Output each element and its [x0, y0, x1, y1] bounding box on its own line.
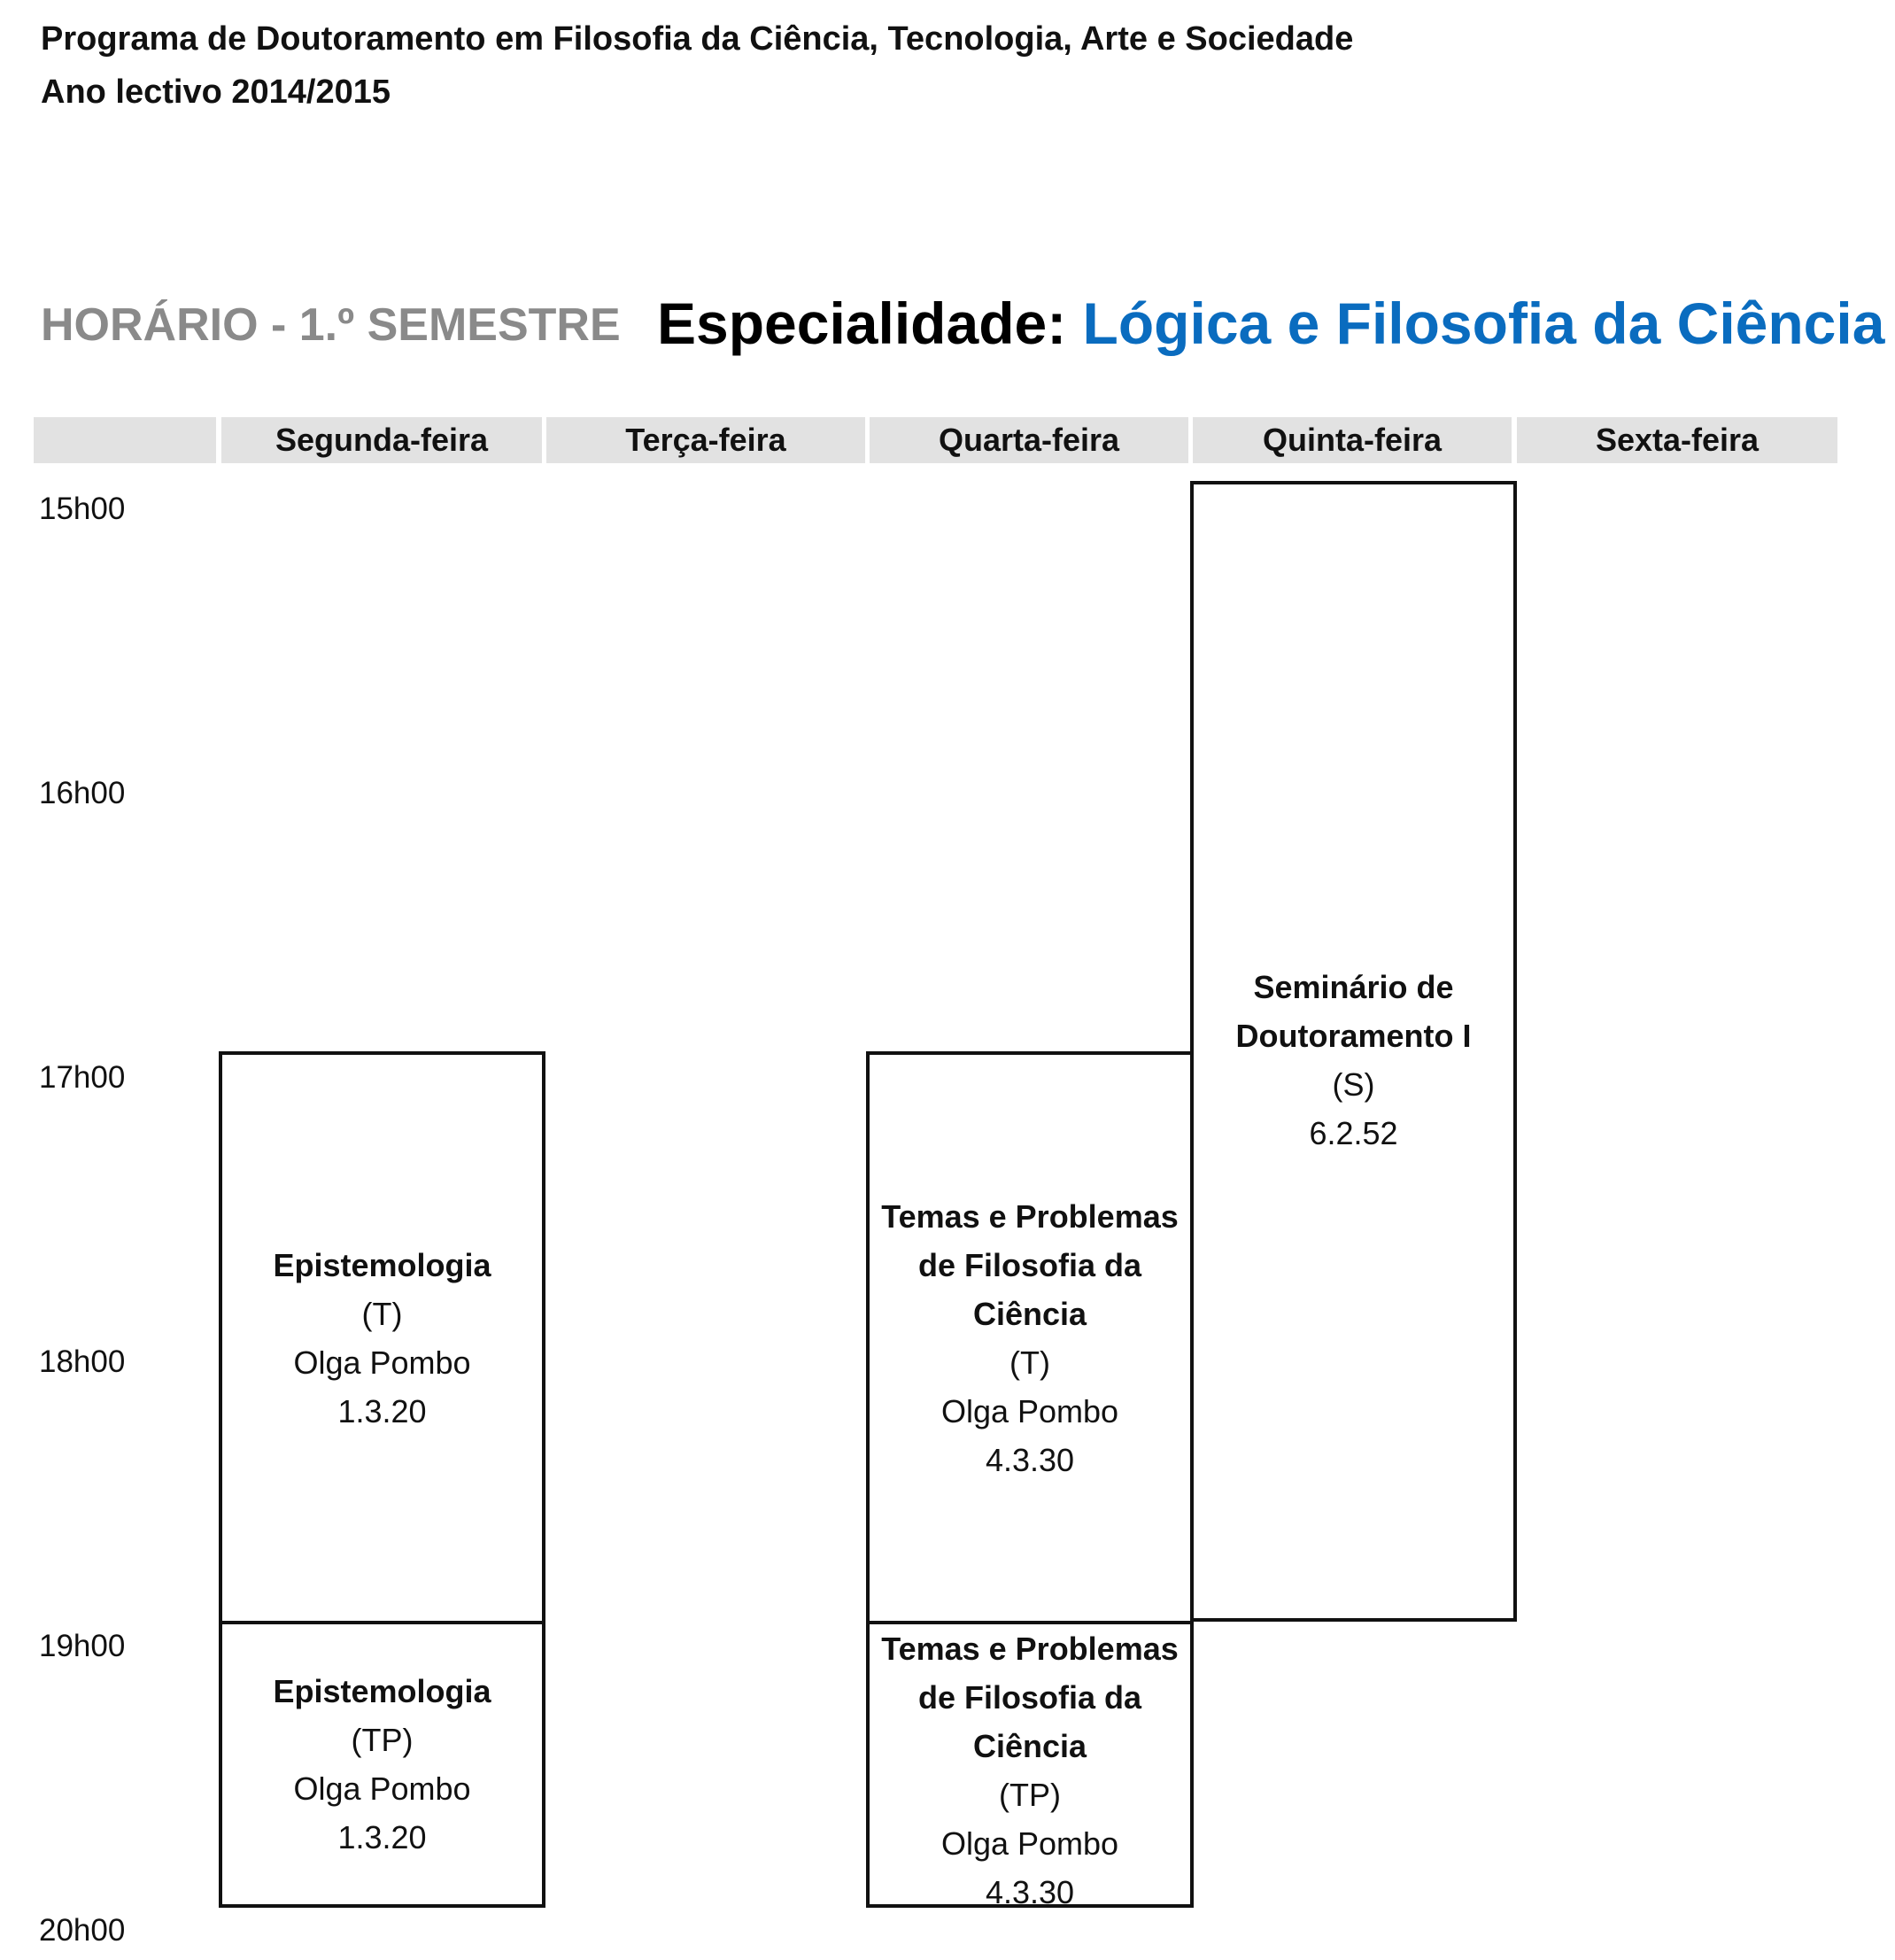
day-header-thursday: Quinta-feira [1193, 417, 1512, 463]
document-header [41, 12, 1353, 119]
class-room: 4.3.30 [985, 1874, 1075, 1910]
specialty-heading [657, 285, 1884, 361]
day-header-tuesday: Terça-feira [546, 417, 865, 463]
time-label-16: 16h00 [39, 776, 126, 810]
class-teacher: Olga Pombo [940, 1392, 1119, 1429]
day-header-monday: Segunda-feira [221, 417, 542, 463]
class-room: 1.3.20 [337, 1819, 427, 1855]
class-teacher: Olga Pombo [293, 1770, 471, 1807]
class-room: 4.3.30 [985, 1441, 1075, 1478]
class-title: Temas e Problemas de Filosofia da Ciência [881, 1197, 1179, 1332]
academic-year: Ano lectivo 2014/2015 [41, 74, 391, 111]
class-room: 1.3.20 [337, 1392, 427, 1429]
class-block-temas-t[interactable] [866, 1051, 1194, 1624]
class-title: Epistemologia [273, 1246, 491, 1283]
time-label-18: 18h00 [39, 1344, 126, 1379]
class-block-seminario[interactable] [1190, 481, 1517, 1622]
program-title: Programa de Doutoramento em Filosofia da Ciência, Tecnologia, Arte e Sociedade [41, 20, 1354, 58]
class-block-epistemologia-tp[interactable] [219, 1621, 545, 1908]
class-title: Epistemologia [273, 1673, 491, 1709]
day-header-wednesday: Quarta-feira [870, 417, 1188, 463]
class-type: (T) [1009, 1344, 1050, 1381]
class-block-temas-tp[interactable] [866, 1621, 1194, 1908]
class-type: (TP) [999, 1777, 1061, 1813]
header-corner-cell [34, 417, 216, 463]
time-label-20: 20h00 [39, 1913, 126, 1948]
time-label-17: 17h00 [39, 1060, 126, 1095]
semester-title: HORÁRIO - 1.º SEMESTRE [41, 299, 621, 351]
class-room: 6.2.52 [1309, 1115, 1398, 1151]
class-teacher: Olga Pombo [293, 1344, 471, 1381]
class-title: Seminário de Doutoramento I [1235, 969, 1472, 1054]
day-header-friday: Sexta-feira [1517, 417, 1837, 463]
class-title: Temas e Problemas de Filosofia da Ciência [881, 1631, 1179, 1764]
time-label-15: 15h00 [39, 492, 126, 526]
class-type: (S) [1332, 1066, 1375, 1103]
specialty-label: Especialidade: [657, 291, 1067, 356]
class-teacher: Olga Pombo [940, 1825, 1119, 1862]
class-type: (TP) [351, 1722, 414, 1758]
class-block-epistemologia-t[interactable] [219, 1051, 545, 1624]
time-label-19: 19h00 [39, 1629, 126, 1663]
class-type: (T) [361, 1295, 403, 1332]
specialty-name: Lógica e Filosofia da Ciência [1082, 291, 1885, 356]
